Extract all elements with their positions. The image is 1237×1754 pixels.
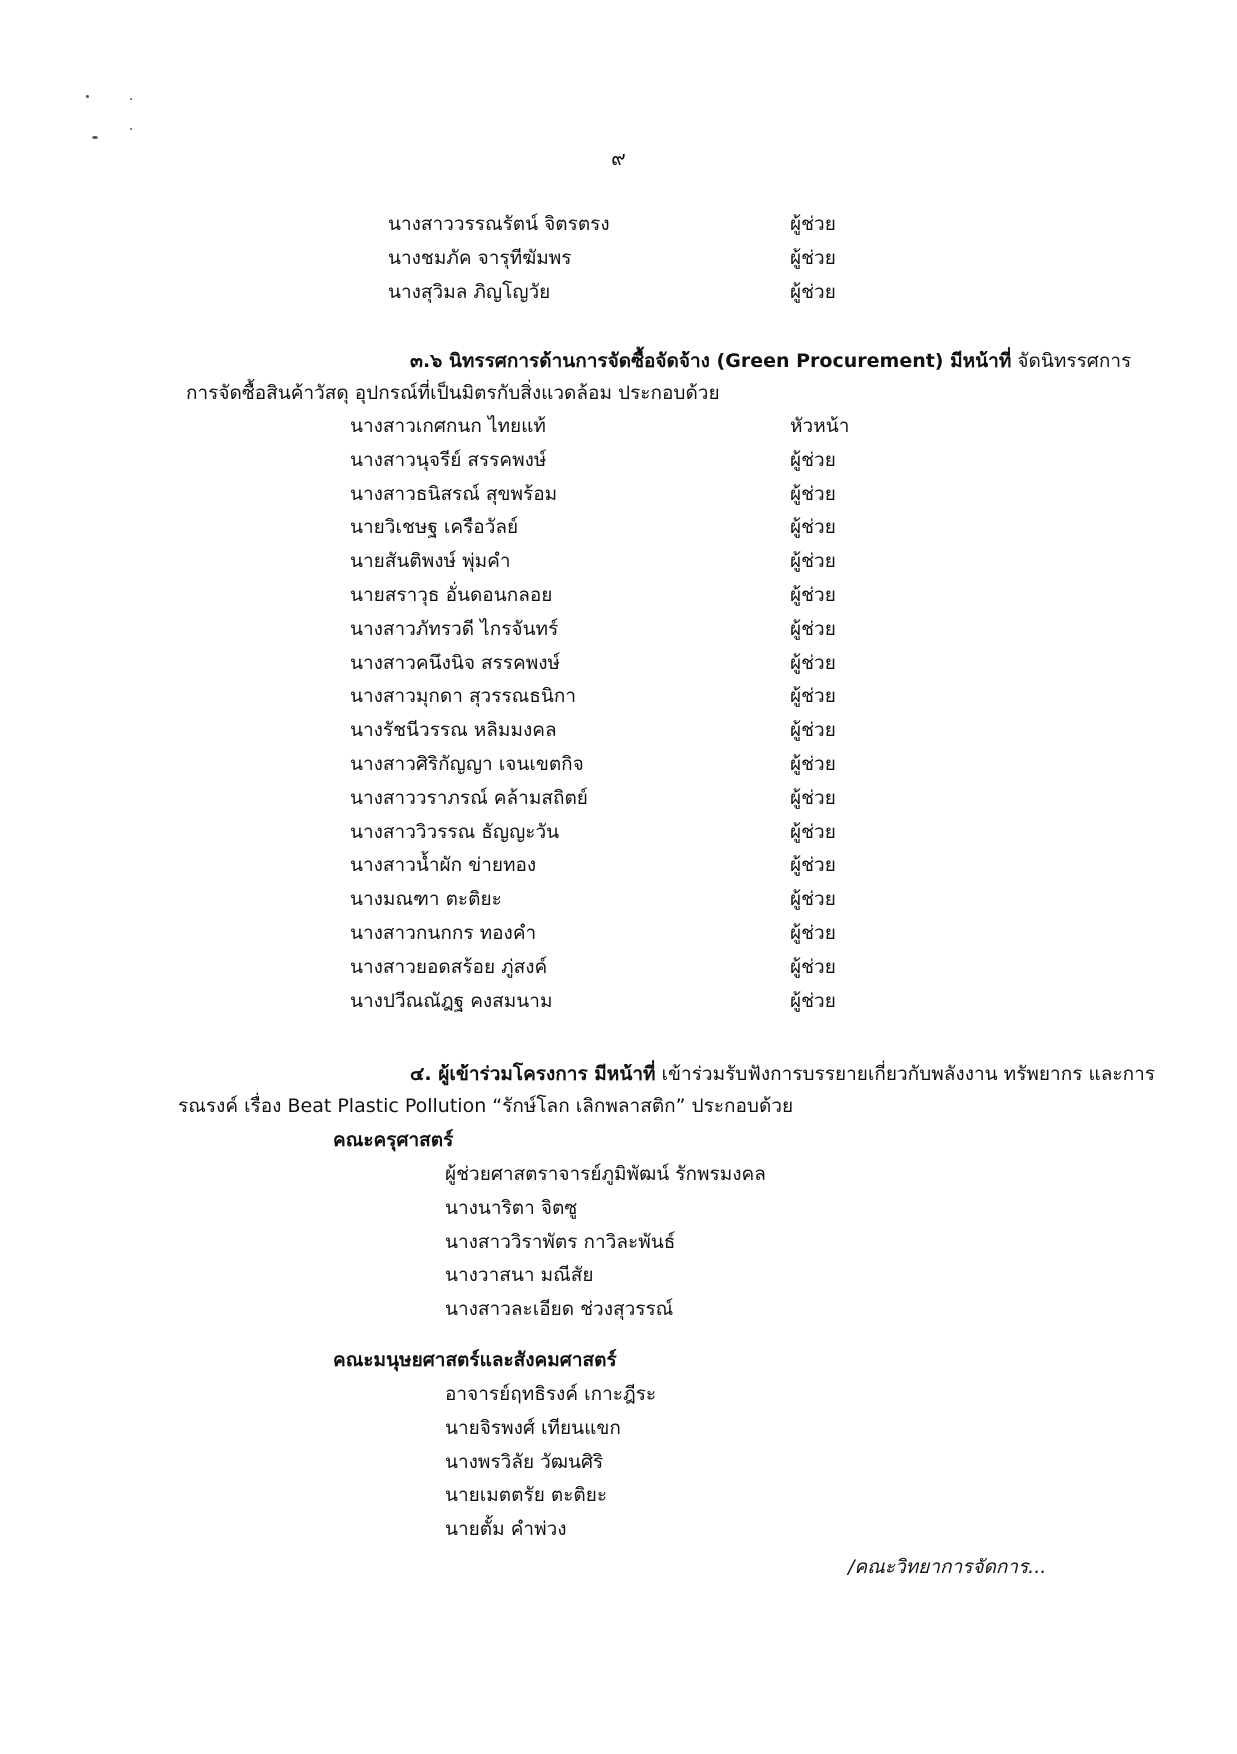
section-3-6-heading-rest: จัดนิทรรศการ [1011,350,1132,372]
member-role: ผู้ช่วย [790,281,836,303]
scan-speck [130,98,132,100]
member-row [350,748,910,780]
member-name: นางสาวศิริกัญญา เจนเขตกิจ [350,753,584,775]
member-name: นายวิเชษฐ เครือวัลย์ [350,516,519,539]
member-role: ผู้ช่วย [790,516,836,539]
member-name: นางสาวธนิสรณ์ สุขพร้อม [350,482,558,505]
member-name: ผู้ช่วยศาสตราจารย์ภูมิพัฒน์ รักพรมงคล [445,1163,766,1185]
member-row [350,782,910,814]
member-name: นายจิรพงศ์ เทียนแขก [445,1416,621,1439]
section-4-line2: รณรงค์ เรื่อง Beat Plastic Pollution “รักษ์โลก เลิกพลาสติก” ประกอบด้วย [178,1095,794,1117]
member-row [350,647,910,679]
member-name: นางมณฑา ตะติยะ [350,888,502,911]
member-name: นางพรวิลัย วัฒนศิริ [445,1450,604,1473]
member-name: นางสาวเกศกนก ไทยแท้ [350,415,546,437]
member-name: นางนาริตา จิตซู [445,1196,578,1219]
member-name: นางสาวละเอียด ช่วงสุวรรณ์ [445,1298,674,1321]
member-row [388,208,910,240]
member-name: นายเมตตรัย ตะติยะ [445,1484,608,1507]
member-role: ผู้ช่วย [790,989,836,1012]
section-4-heading-bold: ๔. ผู้เข้าร่วมโครงการ มีหน้าที่ [410,1063,656,1085]
faculty-humanities-title: คณะมนุษยศาสตร์และสังคมศาสตร์ [333,1349,617,1371]
member-name: อาจารย์ฤทธิรงค์ เกาะฎีระ [445,1383,657,1405]
member-role: ผู้ช่วย [790,820,836,843]
member-role: ผู้ช่วย [790,247,836,269]
member-row [388,242,910,274]
member-row [350,511,910,543]
member-role: ผู้ช่วย [790,617,836,640]
member-role: ผู้ช่วย [790,482,836,505]
member-name: นางสาวยอดสร้อย ภู่สงค์ [350,955,548,978]
page-number: ๙ [611,146,626,170]
member-role: ผู้ช่วย [790,854,836,877]
member-name: นายสันติพงษ์ พุ่มคำ [350,550,511,573]
member-name: นางสาววราภรณ์ คล้ามสถิตย์ [350,786,588,809]
member-name: นางสาวกนกกร ทองคำ [350,922,537,944]
section-3-6-line2: การจัดซื้อสินค้าวัสดุ อุปกรณ์ที่เป็นมิตรกับสิ่งแวดล้อม ประกอบด้วย [186,382,720,404]
scan-speck [92,136,98,139]
section-4-heading [410,1058,1155,1090]
member-row [350,410,910,442]
member-row [350,579,910,611]
member-name: นางสุวิมล ภิญโญวัย [388,281,551,303]
member-role: ผู้ช่วย [790,448,836,471]
member-row [350,816,910,848]
member-name: นางชมภัค จารุทีฆัมพร [388,247,572,269]
member-name: นางสาววิราพัตร กาวิละพันธ์ [445,1230,676,1253]
member-role: ผู้ช่วย [790,786,836,809]
section-3-6-heading-bold: ๓.๖ นิทรรศการด้านการจัดซื้อจัดจ้าง (Green Procurement) มีหน้าที่ [410,350,1012,372]
member-row [350,714,910,746]
member-role: ผู้ช่วย [790,888,836,911]
member-name: นางปวีณณัฎฐ คงสมนาม [350,989,553,1012]
member-role: ผู้ช่วย [790,922,836,944]
member-role: ผู้ช่วย [790,685,836,708]
member-row [350,444,910,476]
scan-speck [86,95,89,98]
member-name: นางสาวคนึงนิจ สรรคพงษ์ [350,651,561,674]
member-name: นางสาวมุกดา สุวรรณธนิกา [350,685,577,708]
member-role: ผู้ช่วย [790,753,836,775]
member-name: นางสาวน้ำผัก ข่ายทอง [350,854,537,877]
member-name: นางสาววรรณรัตน์ จิตรตรง [388,213,610,235]
member-role: ผู้ช่วย [790,584,836,606]
member-name: นางรัชนีวรรณ หลิมมงคล [350,719,557,742]
member-row [350,680,910,712]
continuation-note: /คณะวิทยาการจัดการ... [848,1556,1047,1578]
member-role: ผู้ช่วย [790,719,836,742]
member-name: นางวาสนา มณีสัย [445,1264,594,1287]
section-3-6-heading [410,345,1131,377]
member-name: นายสราวุธ อั่นดอนกลอย [350,584,553,606]
member-name: นางสาวนุจรีย์ สรรคพงษ์ [350,448,547,471]
member-name: นางสาววิวรรณ ธัญญะวัน [350,820,560,843]
member-row [350,883,910,915]
member-role: ผู้ช่วย [790,955,836,978]
member-name: นางสาวภัทรวดี ไกรจันทร์ [350,617,559,640]
member-row [350,951,910,983]
member-role: ผู้ช่วย [790,651,836,674]
member-name: นายตั้ม คำพ่วง [445,1518,567,1541]
faculty-education-title: คณะครุศาสตร์ [333,1129,454,1151]
member-row [350,478,910,510]
section-4-heading-rest: เข้าร่วมรับฟังการบรรยายเกี่ยวกับพลังงาน ทรัพยากร และการ [655,1063,1155,1085]
member-row [350,917,910,949]
scan-speck [130,128,132,130]
member-row [350,985,910,1017]
member-row [388,276,910,308]
member-role: หัวหน้า [790,415,850,437]
member-row [350,613,910,645]
member-row [350,545,910,577]
member-row [350,849,910,881]
member-role: ผู้ช่วย [790,213,836,235]
member-role: ผู้ช่วย [790,550,836,573]
